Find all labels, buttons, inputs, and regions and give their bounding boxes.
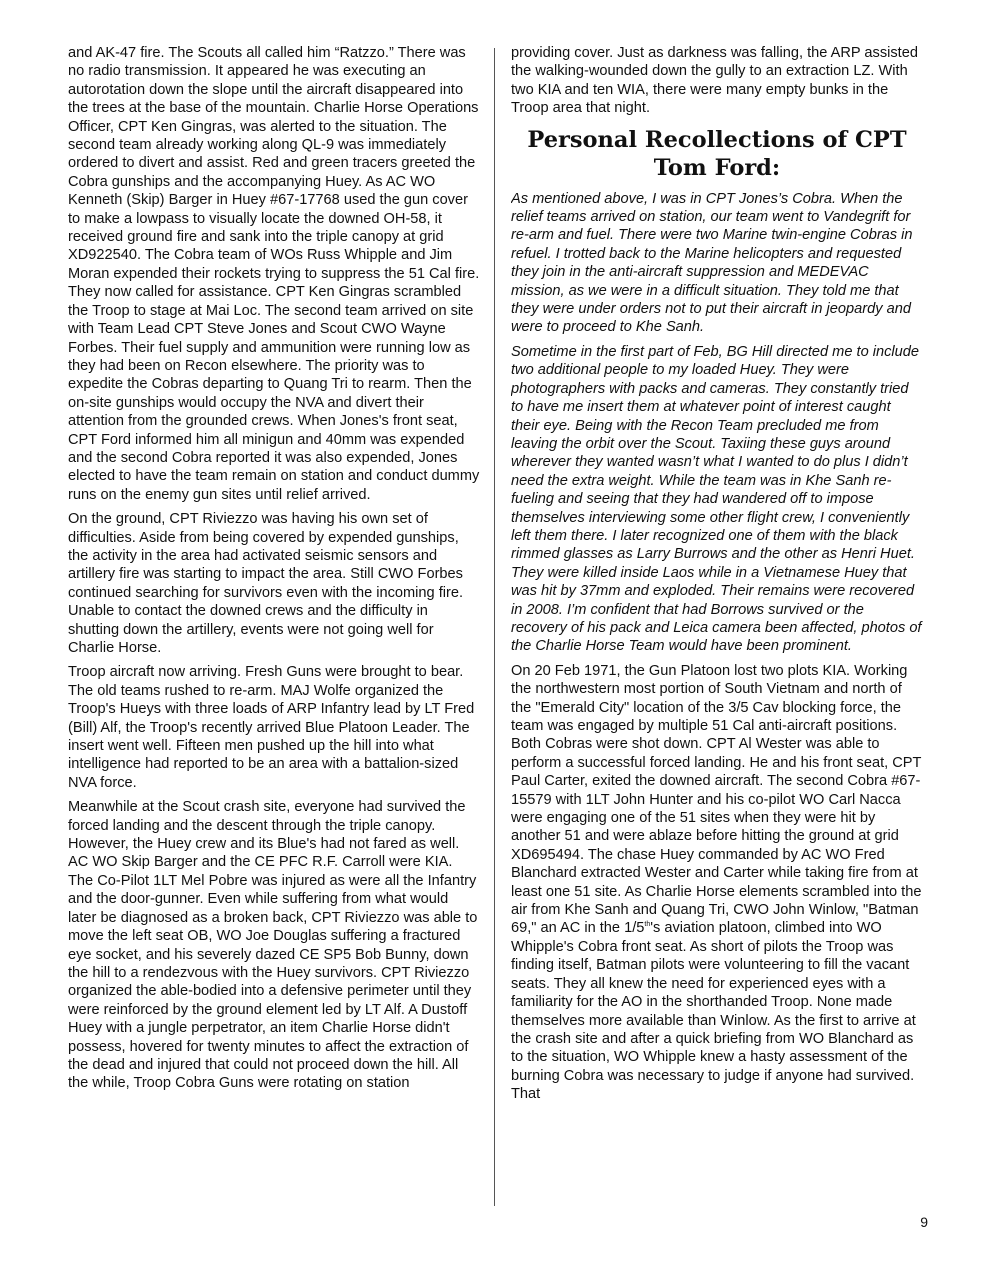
section-heading: Personal Recollections of CPT Tom Ford: (527, 126, 907, 181)
paragraph-text: On 20 Feb 1971, the Gun Platoon lost two plots KIA. Working the northwestern most portion of South Vietnam and north of the "Emerald City" location of the 3/5 Cav blocking force, the team was engaged by multiple 51 Cal anti-aircraft positions. Both Cobras were shot down. CPT Al Wester was able to perform a successful forced landing. He and his front seat, CPT Paul Carter, exited the downed aircraft. The second Cobra #67-15579 with 1LT John Hunter and his co-pilot WO Carl Nacca were engaging one of the 51 sites when they were hit by another 51 and were ablaze before hitting the ground at grid XD695494. The chase Huey commanded by AC WO Fred Blanchard extracted Wester and Carter while taking fire from at least one 51 site. As Charlie Horse elements scrambled into the air from Khe Sanh and Quang Tri, CWO John Winlow, "Batman 69," an AC in the 1/5 (511, 662, 922, 937)
body-paragraph: Meanwhile at the Scout crash site, everyone had survived the forced landing and the descent through the triple canopy. However, the Huey crew and its Blue's had not fared as well. AC WO Skip Barger and the CE PFC R.F. Carroll were KIA. The Co-Pilot 1LT Mel Pobre was injured as were all the Infantry and the door-gunner. Even while suffering from what would later be diagnosed as a broken back, CPT Riviezzo was able to move the left seat OB, WO Joe Douglas suffering a fractured eye socket, and his severely dazed CE SP5 Bob Bunny, down the hill to a rendezvous with the Huey survivors. CPT Riviezzo organized the able-bodied into a defensive perimeter until they were reinforced by the ground element led by LT Alf. A Dustoff Huey with a jungle perpetrator, an item Charlie Horse didn't possess, hovered for twenty minutes to affect the extraction of the dead and injured that could not proceed down the hill. All the while, Troop Cobra Guns were rotating on station (68, 799, 478, 1092)
recollection-paragraph: Sometime in the first part of Feb, BG Hill directed me to include two additional people to my loaded Huey. They were photographers with packs and cameras. They constantly tried to have me insert them at whatever point of interest caught their eye. Being with the Recon Team precluded me from leaving the orbit over the Scout. Taxiing these guys around wherever they wanted wasn’t what I wanted to do plus I didn’t need the extra weight. While the team was in Khe Sanh re-fueling and seeing that they had wandered off to impose themselves interviewing some other flight crew, I conveniently left them there. I later recognized one of them with the black rimmed glasses as Larry Burrows and the other as Henri Huet. They were killed inside Laos while in a Vietnamese Huey that was hit by 37mm and exploded. Their remains were recovered in 2008. I’m confident that had Borrows survived or the recovery of his pack and Leica camera been affected, photos of the Charlie Horse Team would have been prominent. (511, 343, 922, 655)
paragraph-text: 's aviation platoon, climbed into WO Whipple's Cobra front seat. As short of pilots the Troop was finding itself, Batman pilots were volunteering to fill the vacant seats. They all knew the need for experienced eyes with a familiarity for the AO in the shorthanded Troop. None made themselves more available than Winlow. As the first to arrive at the crash site and after a quick briefing from WO Blanchard as to the situation, WO Whipple knew a hasty assessment of the burning Cobra was necessary to judge if anyone had survived. That (511, 920, 916, 1103)
body-paragraph (511, 662, 923, 1104)
ordinal-superscript: th (644, 921, 651, 929)
left-column (68, 44, 480, 1204)
body-paragraph: and AK-47 fire. The Scouts all called him “Ratzzo.” There was no radio transmission. It appeared he was executing an autorotation down the slope until the aircraft disappeared into the trees at the base of the mountain. Charlie Horse Operations Officer, CPT Ken Gingras, was alerted to the situation. The second team already working along QL-9 was immediately ordered to divert and assist. Red and green tracers greeted the Cobra gunships and the accompanying Huey. As AC WO Kenneth (Skip) Barger in Huey #67-17768 used the gun cover to make a lowpass to visually locate the downed OH-58, it received ground fire and sank into the triple canopy at grid XD922540. The Cobra team of WOs Russ Whipple and Jim Moran expended their rockets trying to suppress the 51 Cal fire. They now called for assistance. CPT Ken Gingras scrambled the Troop to stage at Mai Loc. The second team arrived on site with Team Lead CPT Steve Jones and Scout CWO Wayne Forbes. Their fuel supply and ammunition were running low as they had been on Recon elsewhere. The priority was to expedite the Cobras departing to Quang Tri to rearm. Then the on-site gunships would occupy the NVA and divert their attention from the grounded crews. When Jones's front seat, CPT Ford informed him all minigun and 40mm was expended and the second Cobra reported it was also expended, Jones elected to have the team remain on station and conduct dummy runs on the enemy gun sites until relief arrived. (68, 45, 480, 503)
right-column (511, 44, 923, 1204)
column-divider (494, 48, 495, 1206)
body-paragraph: On the ground, CPT Riviezzo was having his own set of difficulties. Aside from being covered by expended gunships, the activity in the area had activated seismic sensors and artillery fire was starting to impact the area. Still CWO Forbes continued searching for survivors even with the incoming fire. Unable to contact the downed crews and the difficulty in shutting down the artillery, events were not going well for Charlie Horse. (68, 511, 464, 656)
page-number: 9 (920, 1214, 928, 1230)
body-paragraph: providing cover. Just as darkness was falling, the ARP assisted the walking-wounded down the gully to an extraction LZ. With two KIA and ten WIA, there were many empty bunks in the Troop area that night. (511, 45, 918, 117)
body-paragraph: Troop aircraft now arriving. Fresh Guns were brought to bear. The old teams rushed to re-arm. MAJ Wolfe organized the Troop's Hueys with three loads of ARP Infantry lead by LT Fred (Bill) Alf, the Troop's recently arrived Blue Platoon Leader. The insert went well. Fifteen men pushed up the hill into what intelligence had reported to be an area with a battalion-sized NVA force. (68, 664, 475, 791)
recollection-paragraph: As mentioned above, I was in CPT Jones’s Cobra. When the relief teams arrived on station, our team went to Vandegrift for re-arm and fuel. There were two Marine twin-engine Cobras in refuel. I trotted back to the Marine helicopters and requested they join in the anti-aircraft suppression and MEDEVAC mission, as we were in a difficult situation. They told me that they were under orders not to put their aircraft in jeopardy and were to proceed to Khe Sanh. (511, 190, 913, 336)
